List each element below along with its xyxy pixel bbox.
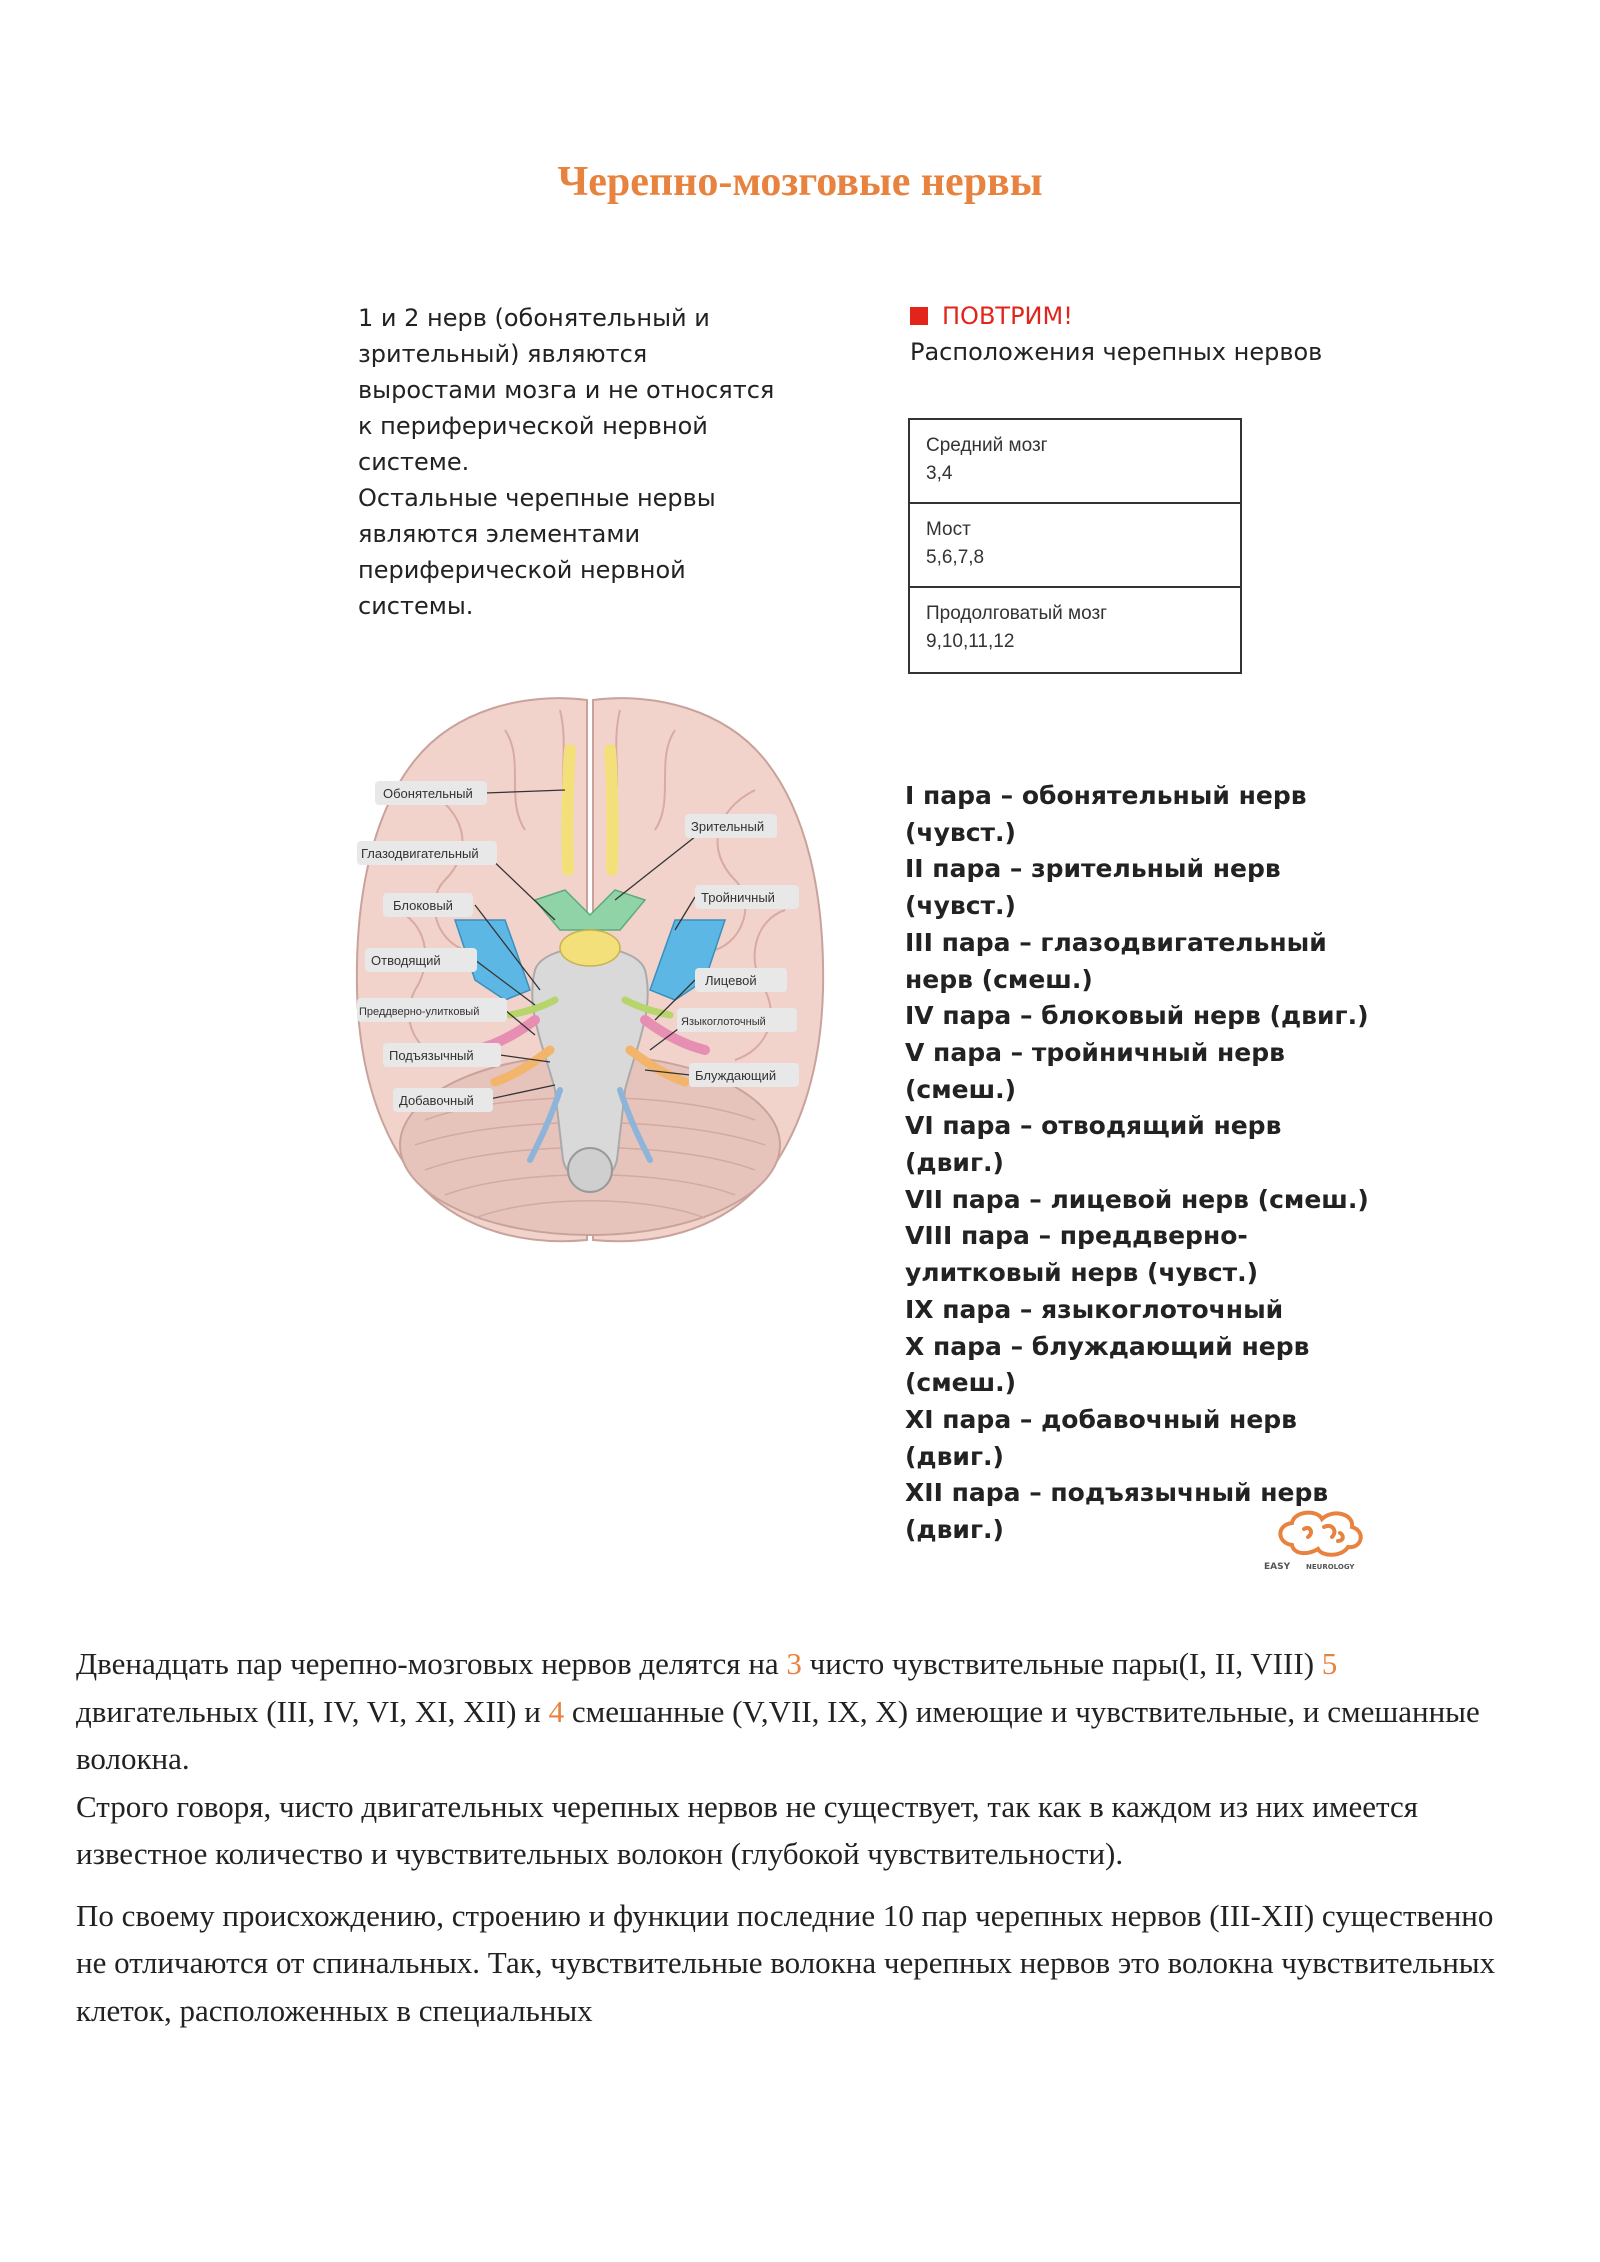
location-row [910, 504, 1240, 588]
logo-word-easy: EASY [1264, 1562, 1291, 1572]
pair-line: (смеш.) [905, 1368, 1017, 1398]
location-label: Средний мозг [926, 435, 1048, 456]
olfactory-nerve-right [610, 750, 613, 870]
cranial-nerve-pairs-list [905, 778, 1385, 1549]
pair-line: (смеш.) [905, 1074, 1017, 1104]
intro-line: к периферической нервной [358, 412, 708, 440]
label-trigeminal: Тройничный [701, 890, 775, 905]
pair-line: II пара – зрительный нерв [905, 854, 1281, 884]
label-trochlear: Блоковый [393, 898, 453, 913]
paragraph-text: чисто чувствительные пары(I, II, VIII) [801, 1646, 1322, 1681]
label-abducens: Отводящий [371, 953, 441, 968]
pair-line: XI пара – добавочный нерв [905, 1404, 1297, 1434]
highlight-number: 4 [548, 1693, 565, 1729]
olfactory-nerve-left [567, 750, 570, 870]
location-table [908, 418, 1242, 674]
label-facial: Лицевой [705, 973, 757, 988]
highlight-number: 5 [1321, 1646, 1338, 1681]
pair-line: III пара – глазодвигательный [905, 927, 1327, 957]
location-value: 9,10,11,12 [926, 631, 1015, 652]
intro-line: системе. [358, 448, 470, 476]
intro-line: Остальные черепные нервы [358, 484, 716, 512]
paragraph-text: смешанные (V,VII, IX, X) имеющие и чувствительные, и смешанные волокна. [76, 1693, 1480, 1776]
red-square-icon [910, 307, 928, 325]
intro-line: зрительный) являются [358, 340, 648, 368]
location-value: 5,6,7,8 [926, 547, 985, 568]
location-row [910, 588, 1240, 672]
page-title: Черепно-мозговые нервы [557, 159, 1043, 205]
label-olfactory: Обонятельный [383, 786, 473, 801]
intro-line: 1 и 2 нерв (обонятельный и [358, 304, 710, 332]
location-row [910, 420, 1240, 504]
intro-line: системы. [358, 592, 474, 620]
pair-line: (двиг.) [905, 1515, 1004, 1545]
logo-word-neurology: NEUROLOGY [1306, 1563, 1355, 1571]
paragraph-text: двигательных (III, IV, VI, XI, XII) и [76, 1693, 549, 1729]
label-vestibulocochlear: Преддверно-улитковый [359, 1006, 480, 1018]
highlight-number: 3 [786, 1646, 802, 1681]
location-label: Продолговатый мозг [926, 603, 1108, 624]
location-value: 3,4 [926, 463, 953, 484]
easy-neurology-logo [1262, 1505, 1382, 1573]
pair-line: I пара – обонятельный нерв [905, 781, 1307, 810]
paragraph-1 [76, 1640, 1496, 1783]
pituitary [560, 930, 620, 966]
paragraph-text: Двенадцать пар черепно-мозговых нервов делятся на [76, 1646, 787, 1681]
pair-line: V пара – тройничный нерв [905, 1037, 1285, 1067]
label-oculomotor: Глазодвигательный [361, 846, 479, 861]
pair-line: (двиг.) [905, 1148, 1004, 1178]
label-hypoglossal: Подъязычный [389, 1048, 474, 1063]
pair-line: улитковый нерв (чувст.) [905, 1258, 1258, 1288]
paragraph-2: Строго говоря, чисто двигательных черепных нервов не существует, так как в каждом из них имеется известное количество и чувствительных волокон (глубокой чувствительности). [76, 1788, 1418, 1871]
body-text [76, 1640, 1496, 2034]
label-optic: Зрительный [691, 819, 765, 834]
pair-line: XII пара – подъязычный нерв [905, 1478, 1329, 1508]
label-vagus: Блуждающий [695, 1068, 777, 1083]
pair-line: IX пара – языкоглоточный [905, 1294, 1284, 1324]
pair-line: IV пара – блоковый нерв (двиг.) [905, 1001, 1369, 1031]
pair-line: (двиг.) [905, 1441, 1004, 1471]
label-glossopharyngeal: Языкоглоточный [681, 1016, 766, 1028]
pair-line: VII пара – лицевой нерв (смеш.) [905, 1184, 1369, 1214]
brain-cranial-nerves-diagram [355, 690, 825, 1250]
pair-line: VIII пара – преддверно- [905, 1221, 1248, 1251]
pair-line: (чувст.) [905, 891, 1016, 921]
recall-heading [910, 302, 1073, 330]
pair-line: VI пара – отводящий нерв [905, 1111, 1282, 1141]
recall-heading-text: ПОВТРИМ! [942, 302, 1073, 330]
intro-line: являются элементами [358, 520, 641, 548]
intro-text [358, 300, 838, 624]
label-accessory: Добавочный [399, 1093, 474, 1108]
location-label: Мост [926, 519, 971, 540]
paragraph-3: По своему происхождению, строению и функции последние 10 пар черепных нервов (III-XII) существенно не отличаются от спинальных. Так, чувствительные волокна черепных нервов это волокна чувствительных клеток, расположенных в специальных [76, 1897, 1496, 2028]
pair-line: нерв (смеш.) [905, 964, 1093, 994]
recall-subtitle: Расположения черепных нервов [910, 338, 1323, 366]
pair-line: X пара – блуждающий нерв [905, 1331, 1310, 1361]
intro-line: периферической нервной [358, 556, 686, 584]
pair-line: (чувст.) [905, 817, 1016, 847]
intro-line: выростами мозга и не относятся [358, 376, 775, 404]
medulla-end [568, 1148, 612, 1192]
